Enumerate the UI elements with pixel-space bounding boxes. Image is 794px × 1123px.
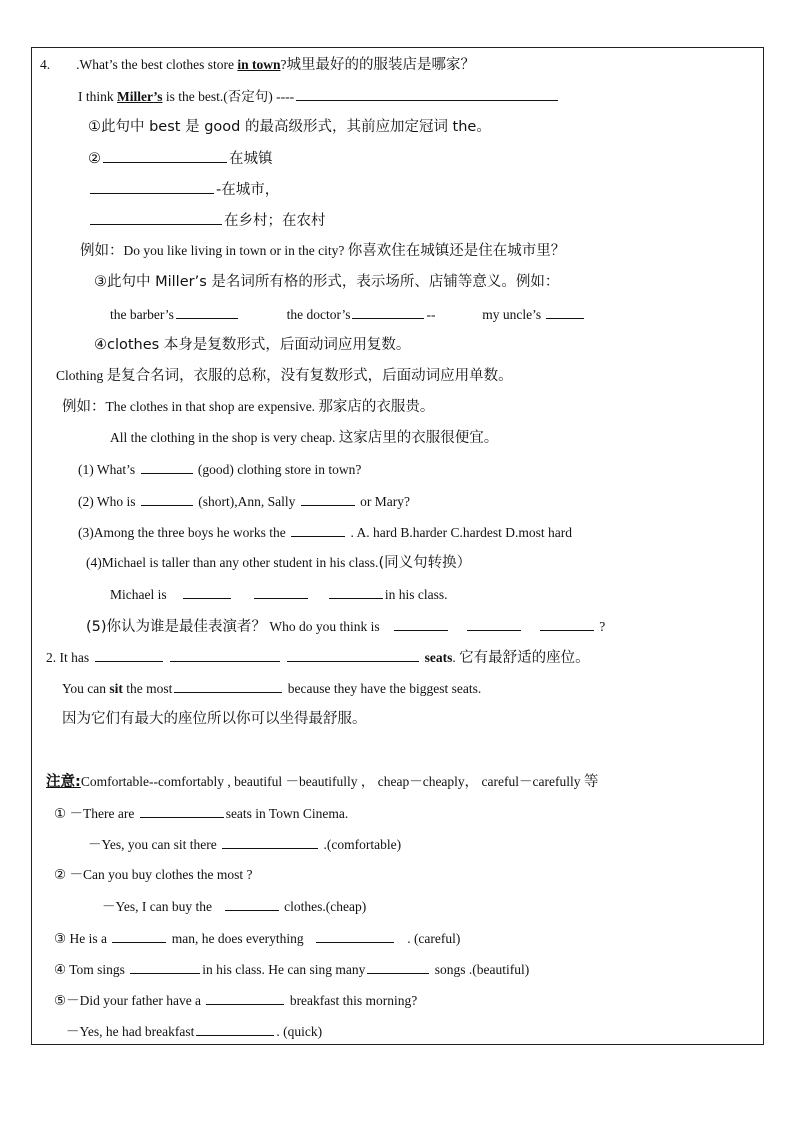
q2-line2	[62, 679, 481, 698]
q4-e5-a: Who do you think is	[269, 619, 380, 634]
q4-answer-line	[78, 87, 560, 106]
q4-note2c-line	[88, 211, 326, 230]
q4-e5-blank-1[interactable]	[394, 617, 448, 631]
q4-e1-a: (1) What’s	[78, 462, 136, 477]
q4-note2-a: 在城镇	[229, 151, 273, 167]
q4-clothing-word: Clothing	[56, 368, 104, 383]
q4-number: 4.	[40, 57, 51, 72]
q4-example-label: 例如：	[80, 243, 124, 259]
notice-item-2	[54, 866, 252, 884]
q4-example-zh: 你喜欢住在城镇还是住在城市里？	[347, 243, 566, 259]
q4-ex3-text: All the clothing in the shop is very cheap.	[110, 430, 336, 445]
q4-e5-zh: (5)你认为谁是最佳表演者？	[86, 619, 267, 635]
notice-i5-d: . (quick)	[276, 1024, 323, 1039]
q4-prompt-em: in town	[237, 57, 281, 72]
q4-e4-blank-3[interactable]	[329, 585, 383, 599]
notice-label: 注意:	[46, 774, 81, 790]
q4-e5-blank-3[interactable]	[540, 617, 594, 631]
q4-ex3-line	[110, 429, 498, 447]
q4-prompt-pre: .What’s the best clothes store	[76, 57, 234, 72]
notice-i5-blank-1[interactable]	[206, 991, 284, 1005]
q4-e4-blank-2[interactable]	[254, 585, 308, 599]
q4-doctor: the doctor’s	[286, 307, 351, 322]
notice-i5-b: breakfast this morning?	[289, 993, 418, 1008]
q2-lead: 2. It has	[46, 650, 90, 665]
q4-note4: ④clothes 本身是复数形式，后面动词应用复数。	[94, 337, 411, 353]
q4-note2-blank-b[interactable]	[90, 180, 214, 194]
notice-i5-c: －Yes, he had breakfast	[66, 1024, 195, 1039]
notice-i3-blank-2[interactable]	[316, 929, 394, 943]
notice-i2-blank[interactable]	[225, 897, 279, 911]
q4-e2-blank-2[interactable]	[301, 492, 355, 506]
q4-note3: ③此句中 Miller’s 是名词所有格的形式，表示场所、店铺等意义。例如：	[94, 274, 560, 290]
q2-line2-c: because they have the biggest seats.	[287, 681, 482, 696]
notice-item-2b	[102, 897, 366, 916]
notice-item-1	[54, 804, 348, 823]
notice-item-1b	[88, 835, 401, 854]
q4-e2-b: (short),Ann, Sally	[198, 494, 296, 509]
q2-line1	[46, 648, 590, 667]
q4-clothing-line	[56, 367, 513, 385]
q4-example-text: Do you like living in town or in the city?	[123, 243, 345, 258]
q4-e4-blank-1[interactable]	[183, 585, 231, 599]
q4-note2-blank-c[interactable]	[90, 211, 222, 225]
notice-i1-a: ① －There are	[54, 806, 135, 821]
q2-dot: .	[452, 650, 456, 665]
q4-e2-c: or Mary?	[360, 494, 410, 509]
q2-seats: seats	[424, 650, 453, 665]
notice-i3-blank-1[interactable]	[112, 929, 166, 943]
q4-ex3-zh: 这家店里的衣服很便宜。	[338, 430, 499, 446]
q2-line2-a: You can	[62, 681, 107, 696]
q4-e1-blank[interactable]	[141, 460, 193, 474]
notice-i1-d: .(comfortable)	[323, 837, 402, 852]
q4-uncle: my uncle’s	[482, 307, 542, 322]
notice-i1-c: －Yes, you can sit there	[88, 837, 217, 852]
q4-note2-mark: ②	[88, 151, 101, 167]
q4-exercise-4	[86, 554, 471, 572]
q4-exercise-1	[78, 460, 361, 479]
q4-uncle-blank[interactable]	[546, 305, 584, 319]
notice-i1-b: seats in Town Cinema.	[225, 806, 349, 821]
q2-line2-sit: sit	[109, 681, 123, 696]
q4-exercise-3	[78, 523, 572, 542]
q4-exercise-2	[78, 492, 410, 511]
q2-line2-b: the most	[126, 681, 173, 696]
q4-note2-blank-a[interactable]	[103, 149, 227, 163]
q4-e5-b: ?	[599, 619, 606, 634]
notice-i4-b: in his class. He can sing many	[202, 962, 366, 977]
q4-answer-blank[interactable]	[296, 87, 558, 101]
q4-answer-post: is the best.(否定句) ----	[165, 89, 295, 104]
q4-barber: the barber’s	[110, 307, 174, 322]
q2-line2-blank[interactable]	[174, 679, 282, 693]
notice-item-4	[54, 960, 529, 979]
q4-e3-b: . A. hard B.harder C.hardest D.most hard	[350, 525, 573, 540]
notice-tail: 等	[583, 774, 599, 790]
notice-i2-a: ② －Can you buy clothes the most ?	[54, 867, 253, 882]
q2-blank-1[interactable]	[95, 648, 163, 662]
notice-i4-c: songs .(beautiful)	[434, 962, 530, 977]
notice-item-5	[54, 991, 417, 1010]
q2-zh2: 因为它们有最大的座位所以你可以坐得最舒服。	[62, 711, 367, 727]
q4-e4-a: (4)Michael is taller than any other student in his class.	[86, 555, 379, 570]
q4-e4-c: in his class.	[384, 587, 448, 602]
notice-i1-blank-2[interactable]	[222, 835, 318, 849]
notice-i5-blank-2[interactable]	[196, 1022, 274, 1036]
q4-e2-a: (2) Who is	[78, 494, 136, 509]
notice-text: Comfortable--comfortably , beautiful －beautifully ， cheap－cheaply， careful－carefully	[80, 774, 581, 789]
q4-answer-em: Miller’s	[117, 89, 163, 104]
q4-prompt-zh: 城里最好的的服装店是哪家？	[286, 57, 475, 73]
notice-i2-c: clothes.(cheap)	[284, 899, 367, 914]
q4-e3-a: (3)Among the three boys he works the	[78, 525, 286, 540]
q4-e2-blank-1[interactable]	[141, 492, 193, 506]
notice-item-3	[54, 929, 460, 948]
q4-ex2-zh: 那家店的衣服贵。	[318, 399, 435, 415]
notice-i3-c: . (careful)	[407, 931, 461, 946]
q4-clothing-zh: 是复合名词，衣服的总称，没有复数形式，后面动词应用单数。	[106, 368, 513, 384]
q4-e3-blank[interactable]	[291, 523, 345, 537]
notice-i4-blank-2[interactable]	[367, 960, 429, 974]
q4-e4-zh: (同义句转换）	[378, 555, 472, 571]
q4-ex2-text: The clothes in that shop are expensive.	[105, 399, 316, 414]
notice-i1-blank[interactable]	[140, 804, 224, 818]
q4-note1: ①此句中 best 是 good 的最高级形式，其前应加定冠词 the。	[88, 119, 491, 135]
notice-i4-a: ④ Tom sings	[54, 962, 125, 977]
notice-i5-a: ⑤－Did your father have a	[54, 993, 202, 1008]
notice-i4-blank-1[interactable]	[130, 960, 200, 974]
q4-answer-pre: I think	[78, 89, 114, 104]
q4-e1-b: (good) clothing store in town?	[197, 462, 362, 477]
q4-doctor-blank[interactable]	[352, 305, 424, 319]
q4-note2-line	[88, 149, 273, 168]
q4-e5-blank-2[interactable]	[467, 617, 521, 631]
q4-doctor-dash: --	[426, 307, 436, 322]
q4-e4-b: Michael is	[110, 587, 167, 602]
q4-note2b-line	[88, 180, 279, 199]
notice-i2-b: －Yes, I can buy the	[102, 899, 212, 914]
q4-prompt-post: ?	[280, 57, 287, 72]
notice-i3-b: man, he does everything	[171, 931, 304, 946]
q4-ex2-label: 例如：	[62, 399, 106, 415]
q4-note2-b: -在城市，	[216, 182, 280, 198]
q4-example-line	[80, 242, 565, 260]
q2-blank-2[interactable]	[170, 648, 280, 662]
q4-possessive-line	[110, 305, 586, 324]
q4-note2-c: 在乡村；在农村	[224, 213, 326, 229]
q4-exercise-4b	[110, 585, 448, 604]
q4-barber-blank[interactable]	[176, 305, 238, 319]
q4-prompt-line	[40, 56, 475, 74]
q2-blank-3[interactable]	[287, 648, 419, 662]
worksheet-box	[31, 47, 764, 1045]
notice-item-5b	[66, 1022, 322, 1041]
q4-ex2-line	[62, 398, 434, 416]
q2-zh1: 它有最舒适的座位。	[459, 650, 590, 666]
notice-i3-a: ③ He is a	[54, 931, 107, 946]
q4-exercise-5	[86, 617, 605, 636]
notice-line	[46, 773, 598, 791]
